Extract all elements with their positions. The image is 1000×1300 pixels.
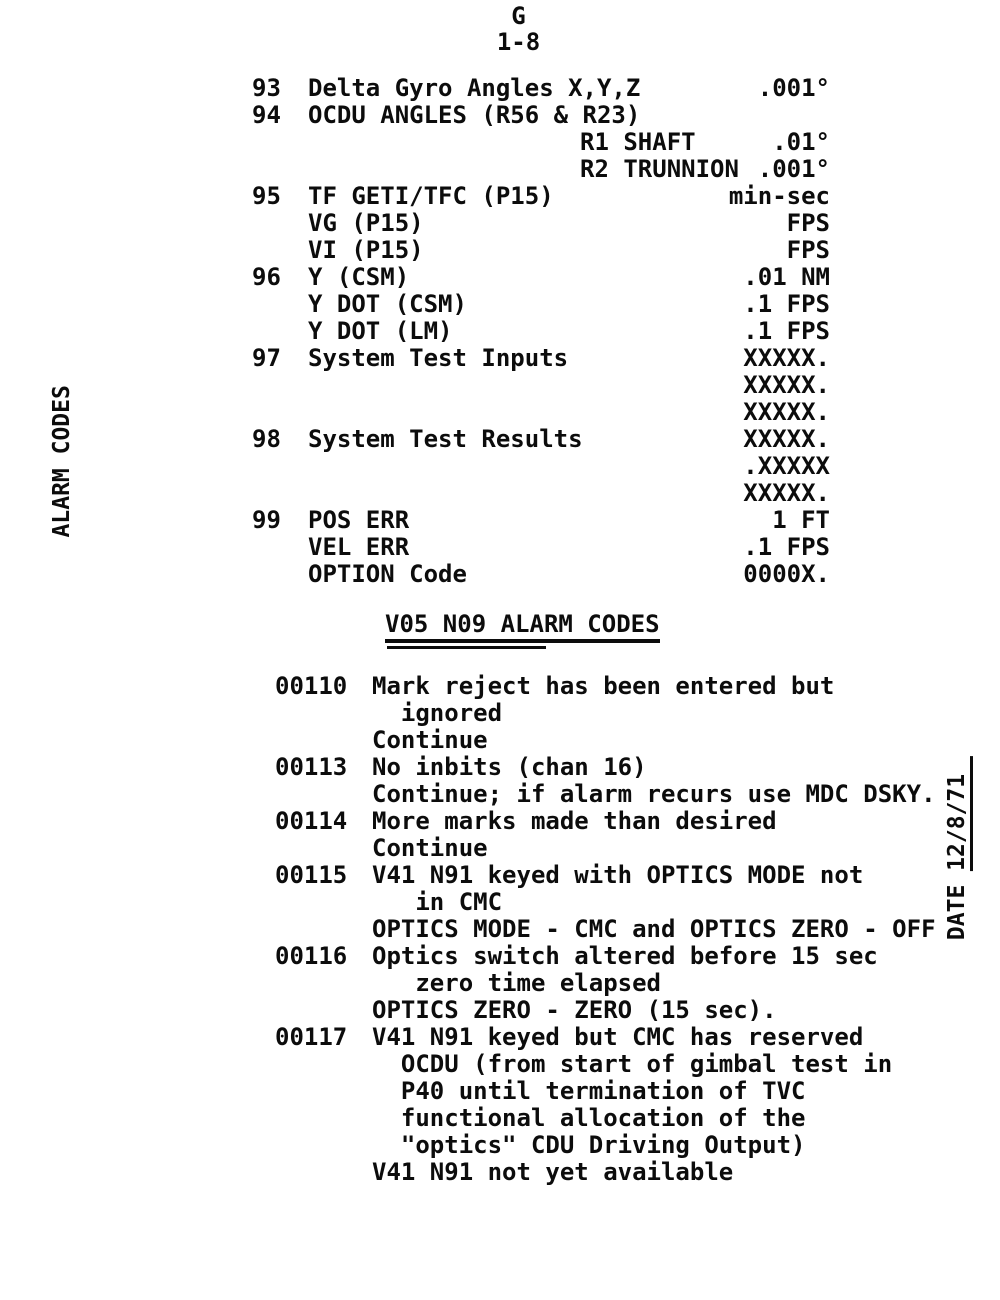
noun-value: .1 FPS: [743, 317, 830, 345]
alarm-description: [372, 754, 936, 808]
alarm-codes-title: V05 N09 ALARM CODES: [385, 611, 660, 643]
alarm-code: 00114: [275, 807, 348, 835]
noun-value: [822, 102, 830, 129]
noun-number: 99: [252, 506, 281, 534]
alarm-description-line: Continue; if alarm recurs use MDC DSKY.: [372, 780, 936, 808]
date-label: DATE: [944, 870, 970, 941]
noun-label: Delta Gyro Angles X,Y,Z: [308, 74, 641, 102]
noun-label: Y DOT (CSM): [308, 290, 467, 318]
alarm-description-line: in CMC: [372, 888, 503, 916]
alarm-description-line: Continue: [372, 726, 488, 754]
alarm-code: 00116: [275, 942, 348, 970]
noun-number: [252, 399, 308, 426]
date-value: 12/8/71: [944, 756, 973, 871]
noun-label: System Test Inputs: [308, 344, 569, 372]
noun-value: min-sec: [728, 182, 830, 210]
noun-row: [252, 399, 830, 426]
alarm-entry: [275, 862, 955, 943]
noun-label: System Test Results: [308, 425, 583, 453]
alarm-entry: [275, 1024, 955, 1186]
noun-value: FPS: [786, 236, 830, 264]
noun-row: [252, 345, 830, 372]
noun-number: 95: [252, 182, 281, 210]
alarm-entry: [275, 754, 955, 808]
alarm-description: [372, 808, 777, 862]
page-header: [0, 3, 1000, 55]
noun-row: [252, 372, 830, 399]
noun-number: [252, 291, 308, 318]
noun-label: R1 SHAFT: [580, 128, 696, 156]
noun-value: .1 FPS: [743, 533, 830, 561]
alarm-description-line: ignored: [372, 699, 503, 727]
alarm-code: 00113: [275, 753, 348, 781]
noun-list: [252, 75, 830, 588]
alarm-description-line: OPTICS ZERO - ZERO (15 sec).: [372, 996, 777, 1024]
noun-value: 1 FT: [772, 506, 830, 534]
noun-row: [252, 129, 830, 156]
noun-number: [252, 561, 308, 588]
noun-row: [252, 561, 830, 588]
noun-value: .01 NM: [743, 263, 830, 291]
noun-number: [252, 318, 308, 345]
alarm-description-line: zero time elapsed: [372, 969, 661, 997]
noun-row: [252, 75, 830, 102]
noun-number: [252, 534, 308, 561]
noun-row: [252, 156, 830, 183]
alarm-description-line: More marks made than desired: [372, 807, 777, 835]
noun-value: .001°: [757, 155, 830, 183]
noun-value: .001°: [757, 74, 830, 102]
alarm-description: [372, 1024, 892, 1186]
alarm-description-line: Continue: [372, 834, 488, 862]
alarm-code: 00115: [275, 861, 348, 889]
alarm-codes-margin-stamp: [23, 385, 101, 593]
noun-value: XXXXX.: [743, 371, 830, 399]
noun-label: VG (P15): [308, 209, 424, 237]
noun-value: XXXXX.: [743, 479, 830, 507]
noun-number: [252, 156, 308, 183]
alarm-description-line: OCDU (from start of gimbal test in: [372, 1050, 893, 1078]
alarm-description-line: V41 N91 keyed but CMC has reserved: [372, 1023, 864, 1051]
noun-value: XXXXX.: [743, 344, 830, 372]
noun-row: [252, 237, 830, 264]
noun-label: OPTION Code: [308, 560, 467, 588]
page-number: 1-8: [496, 28, 541, 56]
noun-label: VEL ERR: [308, 533, 410, 561]
noun-number: 97: [252, 344, 281, 372]
noun-row: [252, 534, 830, 561]
noun-number: [252, 372, 308, 399]
alarm-description-line: OPTICS MODE - CMC and OPTICS ZERO - OFF: [372, 915, 936, 943]
alarm-description-line: Mark reject has been entered but: [372, 672, 835, 700]
alarm-code: 00110: [275, 672, 348, 700]
alarm-entry: [275, 808, 955, 862]
alarm-codes-margin-text: ALARM CODES: [49, 385, 75, 538]
noun-row: [252, 507, 830, 534]
alarm-description: [372, 943, 878, 1024]
noun-row: [252, 210, 830, 237]
noun-label: TF GETI/TFC (P15): [308, 182, 554, 210]
noun-row: [252, 264, 830, 291]
noun-number: [252, 129, 308, 156]
noun-number: 93: [252, 74, 281, 102]
noun-number: 94: [252, 101, 281, 129]
noun-row: [252, 318, 830, 345]
alarm-description-line: Optics switch altered before 15 sec: [372, 942, 878, 970]
alarm-description-line: functional allocation of the: [372, 1104, 806, 1132]
noun-label: Y DOT (LM): [308, 317, 453, 345]
section-letter: G: [511, 2, 526, 30]
noun-value: FPS: [786, 209, 830, 237]
noun-label: Y (CSM): [308, 263, 410, 291]
alarm-description-line: "optics" CDU Driving Output): [372, 1131, 806, 1159]
noun-row: [252, 480, 830, 507]
noun-label: R2 TRUNNION: [580, 155, 739, 183]
noun-row: [252, 183, 830, 210]
noun-number: [252, 237, 308, 264]
alarm-list: [275, 673, 955, 1186]
noun-value: .1 FPS: [743, 290, 830, 318]
noun-label: POS ERR: [308, 506, 410, 534]
noun-label: VI (P15): [308, 236, 424, 264]
alarm-code: 00117: [275, 1023, 348, 1051]
noun-number: [252, 453, 308, 480]
alarm-entry: [275, 943, 955, 1024]
noun-value: XXXXX.: [743, 398, 830, 426]
alarm-description-line: P40 until termination of TVC: [372, 1077, 806, 1105]
noun-number: 98: [252, 425, 281, 453]
noun-number: 96: [252, 263, 281, 291]
noun-row: [252, 102, 830, 129]
noun-row: [252, 291, 830, 318]
noun-row: [252, 453, 830, 480]
noun-number: [252, 210, 308, 237]
noun-value: .XXXXX: [743, 452, 830, 480]
alarm-description-line: No inbits (chan 16): [372, 753, 647, 781]
noun-number: [252, 480, 308, 507]
noun-value: 0000X.: [743, 560, 830, 588]
noun-value: .01°: [772, 128, 830, 156]
noun-label: OCDU ANGLES (R56 & R23): [308, 101, 641, 129]
alarm-description: [372, 862, 936, 943]
alarm-description-line: V41 N91 not yet available: [372, 1158, 734, 1186]
alarm-description: [372, 673, 834, 754]
alarm-entry: [275, 673, 955, 754]
noun-row: [252, 426, 830, 453]
noun-value: XXXXX.: [743, 425, 830, 453]
alarm-description-line: V41 N91 keyed with OPTICS MODE not: [372, 861, 864, 889]
